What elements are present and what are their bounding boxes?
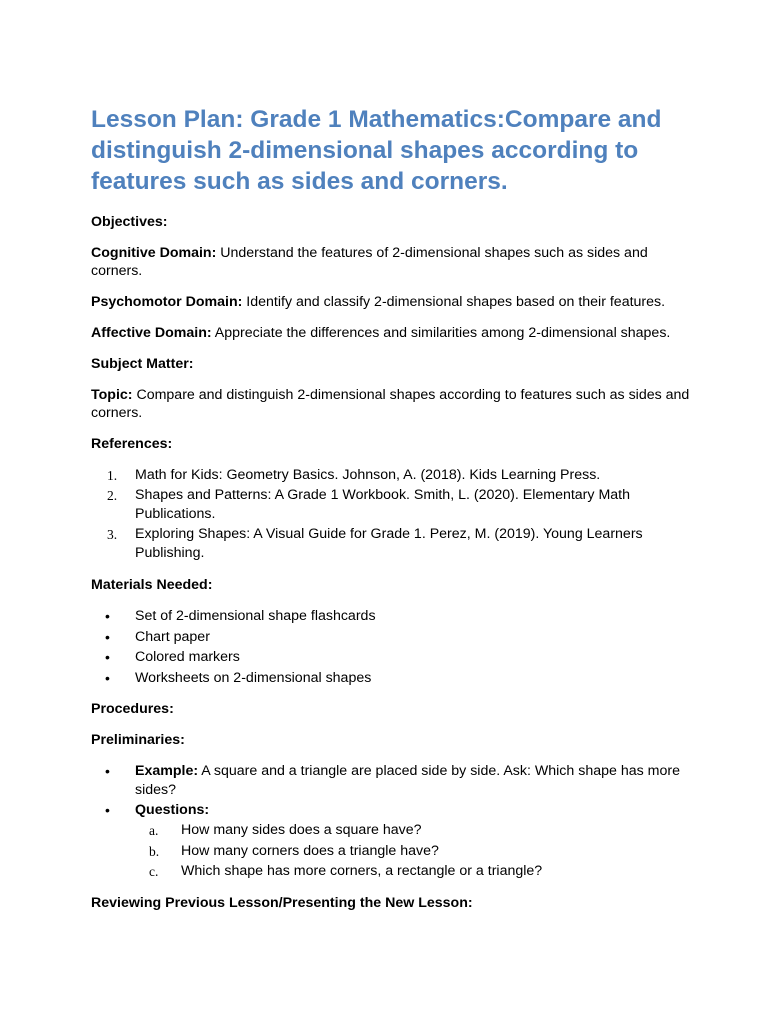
example-label: Example: (135, 762, 199, 779)
document-content (91, 104, 691, 925)
references-list (91, 466, 691, 563)
list-item (91, 801, 691, 882)
materials-list (91, 607, 691, 688)
question-text: Which shape has more corners, a rectangle or a triangle? (181, 863, 543, 879)
list-item (91, 762, 691, 800)
affective-text: Appreciate the differences and similarities among 2-dimensional shapes. (211, 325, 671, 341)
psychomotor-label: Psychomotor Domain: (91, 294, 243, 310)
question-text: How many corners does a triangle have? (181, 842, 439, 859)
materials-heading: Materials Needed: (91, 577, 213, 593)
list-item (135, 842, 691, 862)
topic-text: Compare and distinguish 2-dimensional shapes according to features such as sides and corners. (91, 387, 690, 421)
reference-text: Math for Kids: Geometry Basics. Johnson, A. (2018). Kids Learning Press. (135, 467, 601, 483)
preliminaries-heading: Preliminaries: (91, 731, 185, 748)
bullet-icon: • (105, 802, 110, 818)
list-item (135, 862, 691, 882)
bullet-icon: • (105, 649, 110, 665)
topic-label: Topic: (91, 387, 133, 403)
questions-label: Questions: (135, 802, 210, 818)
material-text: Set of 2-dimensional shape flashcards (135, 608, 376, 624)
list-item (91, 525, 691, 563)
cognitive-text: Understand the features of 2-dimensional shapes such as sides and corners. (91, 245, 648, 279)
psychomotor-text: Identify and classify 2-dimensional shapes based on their features. (242, 294, 666, 310)
lesson-title: Lesson Plan: Grade 1 Mathematics:Compare and distinguish 2-dimensional shapes according to features such as sides and corners. (91, 106, 662, 195)
affective-label: Affective Domain: (91, 325, 212, 341)
reviewing-heading: Reviewing Previous Lesson/Presenting the New Lesson: (91, 894, 473, 911)
list-number: 2. (107, 488, 118, 503)
questions-list (135, 821, 691, 882)
bullet-icon: • (105, 628, 110, 645)
list-letter: b. (149, 843, 160, 859)
objectives-heading: Objectives: (91, 214, 168, 230)
topic (91, 386, 691, 422)
reference-text: Exploring Shapes: A Visual Guide for Grade 1. Perez, M. (2019). Young Learners Publishing. (135, 526, 643, 561)
example-text: A square and a triangle are placed side by side. Ask: Which shape has more sides? (135, 762, 680, 798)
question-text: How many sides does a square have? (181, 822, 422, 838)
list-item (91, 466, 691, 485)
cognitive-label: Cognitive Domain: (91, 245, 217, 261)
bullet-icon: • (105, 669, 110, 686)
affective-domain (91, 324, 691, 342)
list-letter: a. (149, 823, 159, 838)
reference-text: Shapes and Patterns: A Grade 1 Workbook. Smith, L. (2020). Elementary Math Publications. (135, 487, 630, 522)
list-number: 3. (107, 527, 118, 542)
list-item (91, 648, 691, 667)
subject-matter-heading: Subject Matter: (91, 356, 194, 372)
cognitive-domain (91, 244, 691, 280)
bullet-icon: • (105, 762, 110, 779)
preliminaries-list (91, 762, 691, 882)
list-item (135, 821, 691, 841)
list-item (91, 607, 691, 626)
procedures-heading: Procedures: (91, 700, 174, 717)
bullet-icon: • (105, 608, 110, 624)
references-heading: References: (91, 436, 173, 452)
list-letter: c. (149, 864, 159, 879)
material-text: Colored markers (135, 649, 240, 665)
list-item (91, 669, 691, 688)
list-number: 1. (107, 468, 118, 483)
list-item (91, 628, 691, 647)
material-text: Chart paper (135, 628, 210, 645)
psychomotor-domain (91, 293, 691, 311)
material-text: Worksheets on 2-dimensional shapes (135, 669, 372, 686)
list-item (91, 486, 691, 524)
